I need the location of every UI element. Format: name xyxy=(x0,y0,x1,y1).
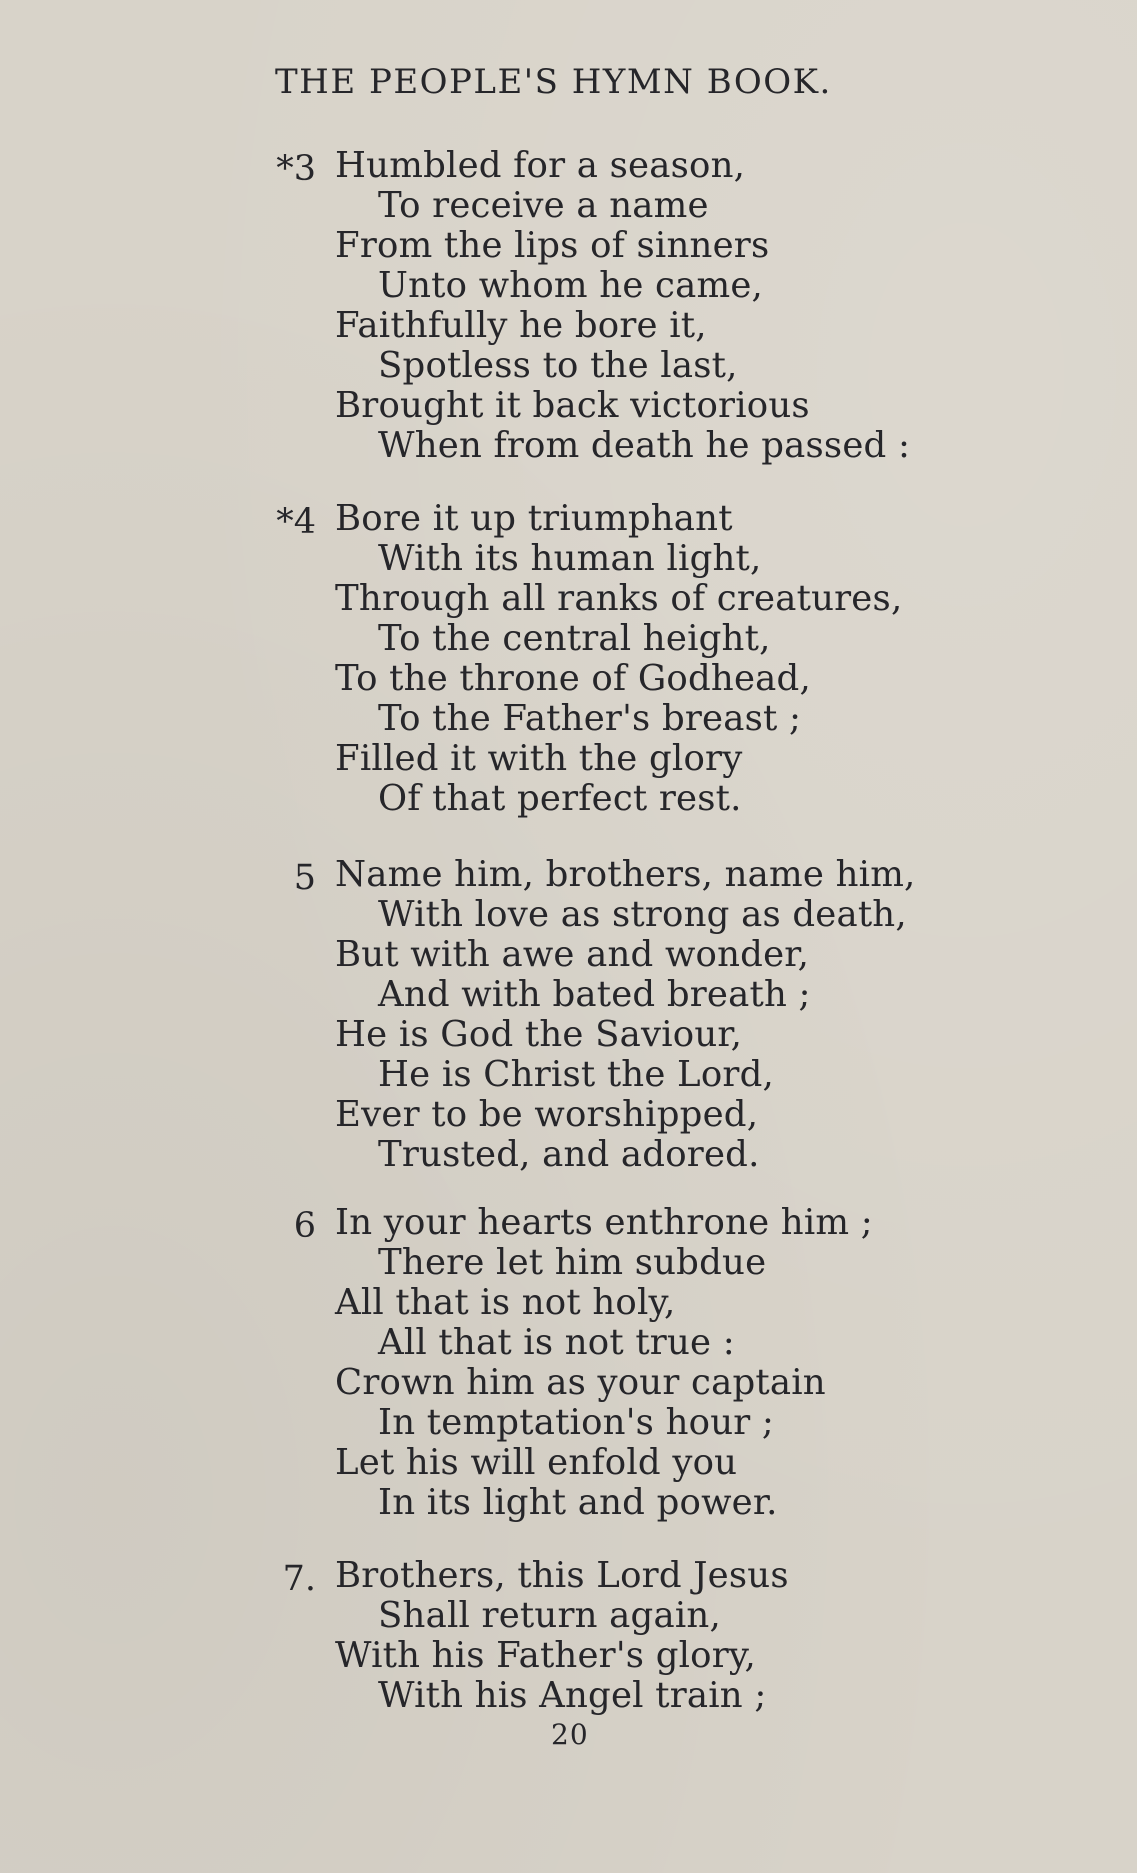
running-head: THE PEOPLE'S HYMN BOOK. xyxy=(275,62,832,102)
verse-line: To the Father's breast ; xyxy=(378,698,802,739)
verse-line: In temptation's hour ; xyxy=(378,1402,775,1443)
verse-line: All that is not holy, xyxy=(335,1282,676,1323)
stanza-number: 5 xyxy=(293,858,316,898)
verse-line: With his Father's glory, xyxy=(335,1635,756,1676)
verse-line: Crown him as your captain xyxy=(335,1362,826,1403)
verse-line: Faithfully he bore it, xyxy=(335,305,707,346)
verse-line: And with bated breath ; xyxy=(378,974,811,1015)
verse-line: Let his will enfold you xyxy=(335,1442,738,1483)
verse-line: Humbled for a season, xyxy=(335,145,746,186)
verse-line: Shall return again, xyxy=(378,1595,721,1636)
verse-line: Filled it with the glory xyxy=(335,738,743,779)
verse-line: He is Christ the Lord, xyxy=(378,1054,774,1095)
verse-line: In your hearts enthrone him ; xyxy=(335,1202,873,1243)
stanza-number: *3 xyxy=(276,149,316,189)
verse-line: To the central height, xyxy=(378,618,771,659)
verse-line: With love as strong as death, xyxy=(378,894,907,935)
verse-line: To the throne of Godhead, xyxy=(335,658,811,699)
verse-line: With his Angel train ; xyxy=(378,1675,767,1716)
verse-line: Ever to be worshipped, xyxy=(335,1094,759,1135)
verse-line: Trusted, and adored. xyxy=(378,1134,760,1175)
verse-line: Name him, brothers, name him, xyxy=(335,854,916,895)
verse-line: To receive a name xyxy=(378,185,709,226)
page-number: 20 xyxy=(551,1718,589,1751)
stanza-number: 7. xyxy=(282,1559,316,1599)
verse-line: From the lips of sinners xyxy=(335,225,770,266)
verse-line: He is God the Saviour, xyxy=(335,1014,743,1055)
verse-line: Through all ranks of creatures, xyxy=(335,578,903,619)
verse-line: Bore it up triumphant xyxy=(335,498,733,539)
verse-line: Of that perfect rest. xyxy=(378,778,742,819)
verse-line: With its human light, xyxy=(378,538,762,579)
verse-line: Brothers, this Lord Jesus xyxy=(335,1555,789,1596)
stanza-number: *4 xyxy=(276,502,316,542)
verse-line: There let him subdue xyxy=(378,1242,767,1283)
verse-line: All that is not true : xyxy=(378,1322,735,1363)
verse-line: Spotless to the last, xyxy=(378,345,738,386)
verse-line: Unto whom he came, xyxy=(378,265,764,306)
stanza-number: 6 xyxy=(293,1206,316,1246)
verse-line: Brought it back victorious xyxy=(335,385,810,426)
verse-line: In its light and power. xyxy=(378,1482,778,1523)
verse-line: When from death he passed : xyxy=(378,425,911,466)
verse-line: But with awe and wonder, xyxy=(335,934,810,975)
